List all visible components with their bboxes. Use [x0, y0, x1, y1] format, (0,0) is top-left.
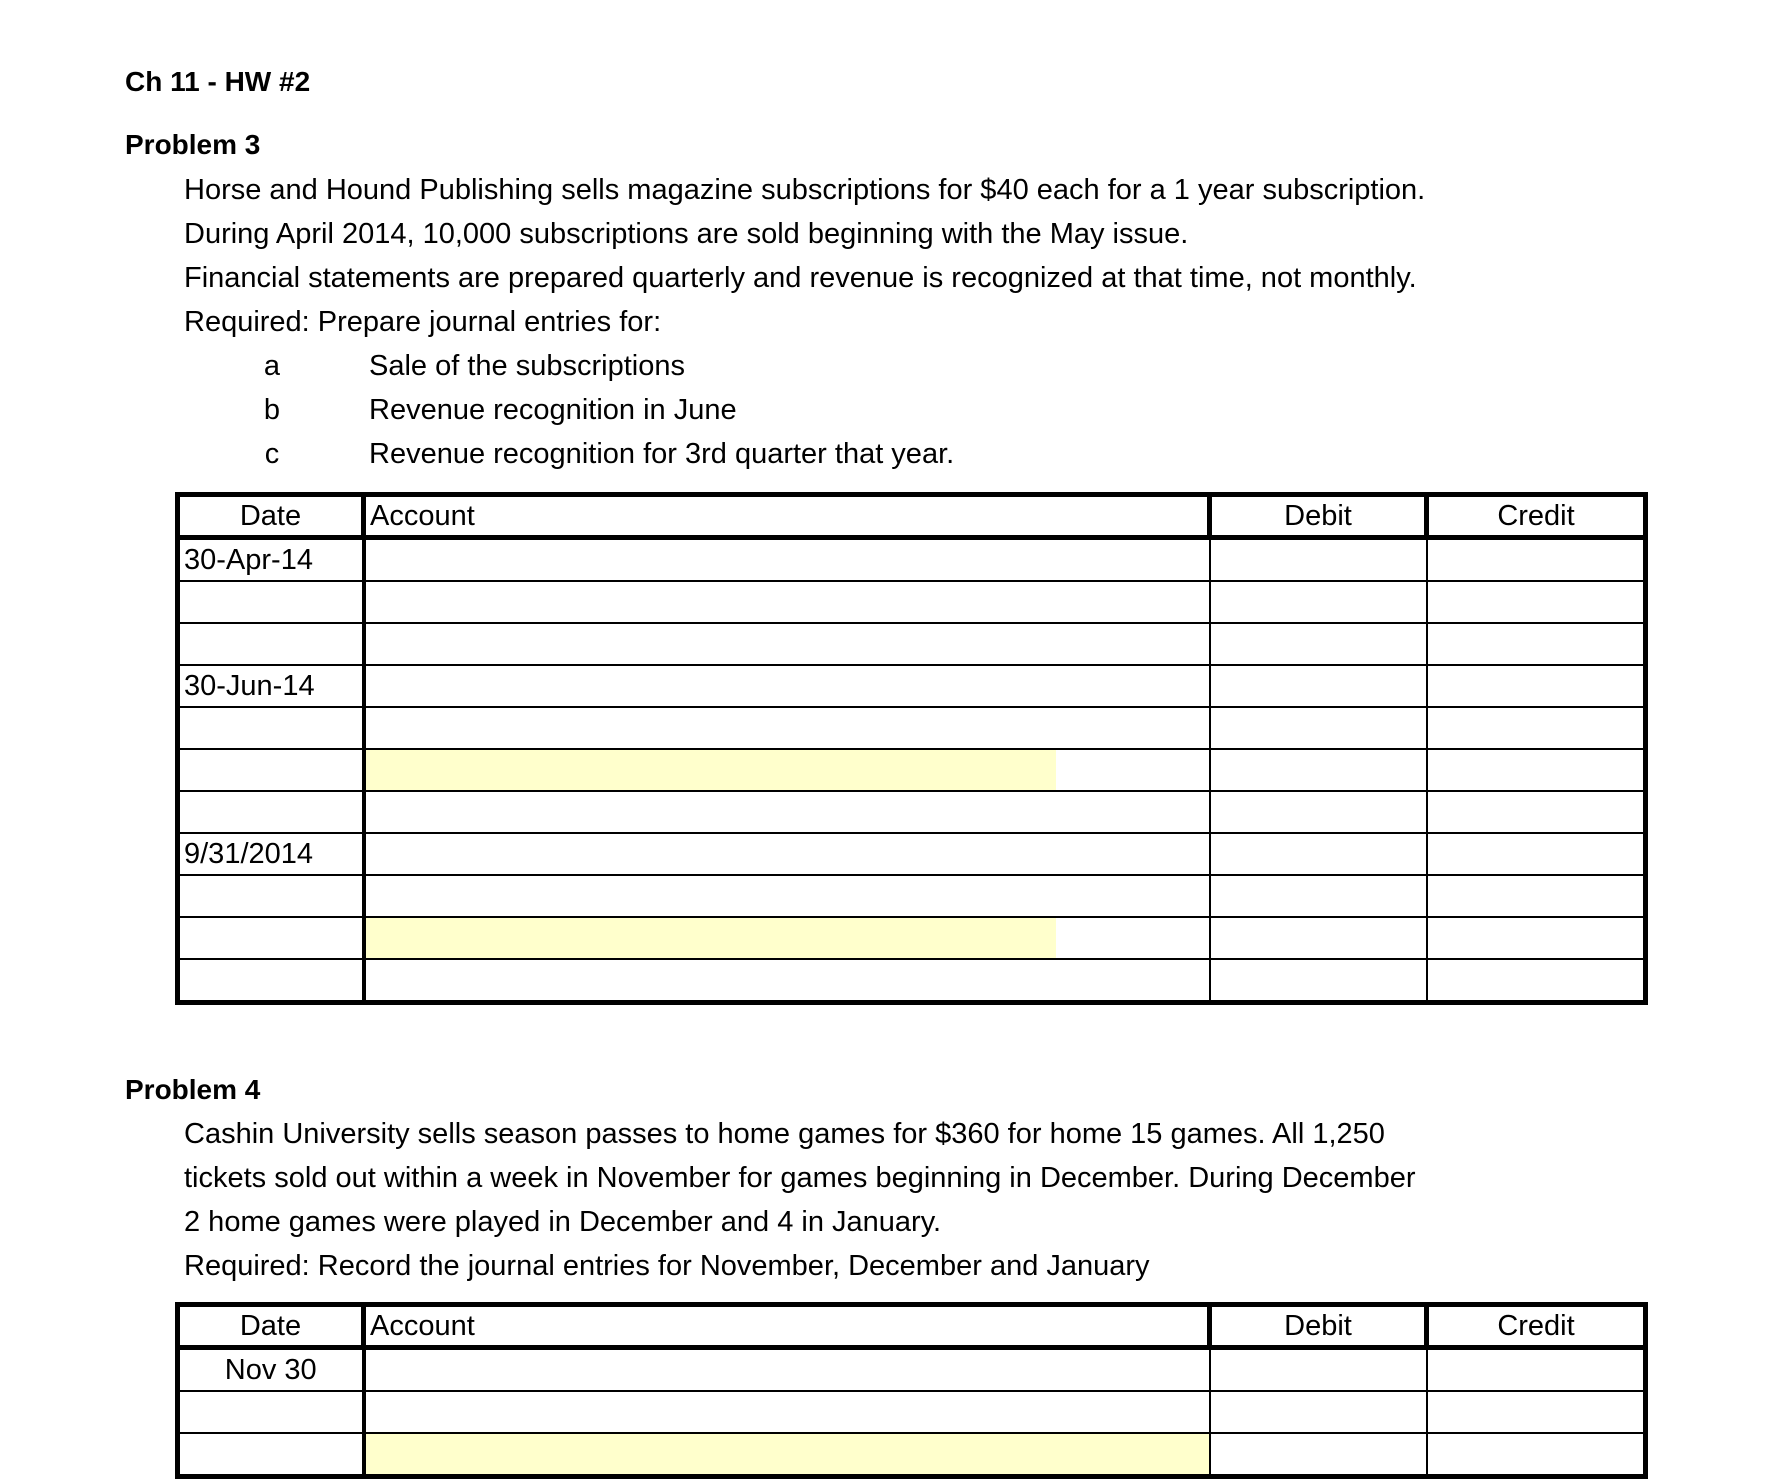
requirement-letter-b: b	[263, 394, 281, 426]
table-row	[178, 538, 1646, 582]
requirement-text-c: Revenue recognition for 3rd quarter that year.	[369, 438, 955, 470]
problem-4-line: Required: Record the journal entries for November, December and January	[184, 1250, 1150, 1282]
debit-cell[interactable]	[1210, 1433, 1427, 1477]
debit-cell[interactable]	[1210, 665, 1427, 707]
debit-column-header: Debit	[1210, 495, 1427, 538]
table-row	[178, 581, 1646, 623]
account-column-header: Account	[364, 1305, 1210, 1348]
credit-cell[interactable]	[1427, 917, 1646, 959]
problem-3-line: Financial statements are prepared quarterly and revenue is recognized at that time, not monthly.	[184, 262, 1417, 294]
account-cell-highlighted[interactable]	[364, 917, 1210, 959]
debit-cell[interactable]	[1210, 538, 1427, 582]
debit-cell[interactable]	[1210, 917, 1427, 959]
account-cell[interactable]	[364, 875, 1210, 917]
problem-3-heading: Problem 3	[125, 129, 261, 160]
debit-cell[interactable]	[1210, 581, 1427, 623]
date-cell[interactable]	[178, 1433, 364, 1477]
date-cell[interactable]: 30-Jun-14	[178, 665, 364, 707]
account-cell[interactable]	[364, 833, 1210, 875]
account-cell[interactable]	[364, 959, 1210, 1003]
date-cell[interactable]	[178, 1391, 364, 1433]
debit-cell[interactable]	[1210, 959, 1427, 1003]
problem-3-line: Horse and Hound Publishing sells magazine subscriptions for $40 each for a 1 year subscription.	[184, 174, 1426, 206]
problem-4-heading: Problem 4	[125, 1074, 261, 1105]
date-cell[interactable]: 30-Apr-14	[178, 538, 364, 582]
date-cell[interactable]	[178, 623, 364, 665]
table-row	[178, 791, 1646, 833]
account-cell-highlighted[interactable]	[364, 1433, 1210, 1477]
date-cell[interactable]	[178, 875, 364, 917]
table-row	[178, 833, 1646, 875]
credit-cell[interactable]	[1427, 707, 1646, 749]
debit-cell[interactable]	[1210, 749, 1427, 791]
debit-column-header: Debit	[1210, 1305, 1427, 1348]
debit-cell[interactable]	[1210, 1348, 1427, 1392]
date-column-header: Date	[178, 1305, 364, 1348]
date-cell[interactable]	[178, 581, 364, 623]
date-column-header: Date	[178, 495, 364, 538]
table-row	[178, 1433, 1646, 1477]
credit-cell[interactable]	[1427, 833, 1646, 875]
account-cell[interactable]	[364, 1348, 1210, 1392]
problem-4-description	[184, 1112, 1415, 1288]
table-row	[178, 1391, 1646, 1433]
credit-cell[interactable]	[1427, 581, 1646, 623]
credit-column-header: Credit	[1427, 1305, 1646, 1348]
account-cell[interactable]	[364, 1391, 1210, 1433]
requirement-letter-c: c	[264, 438, 280, 470]
credit-cell[interactable]	[1427, 665, 1646, 707]
debit-cell[interactable]	[1210, 791, 1427, 833]
table-row	[178, 623, 1646, 665]
table-row	[178, 875, 1646, 917]
problem-4-journal-table	[175, 1302, 1648, 1479]
requirement-text-a: Sale of the subscriptions	[369, 350, 685, 382]
date-cell[interactable]	[178, 959, 364, 1003]
problem-4-line: tickets sold out within a week in November for games beginning in December. During December	[184, 1162, 1416, 1194]
table-row	[178, 1348, 1646, 1392]
table-row	[178, 917, 1646, 959]
debit-cell[interactable]	[1210, 707, 1427, 749]
requirement-text-b: Revenue recognition in June	[369, 394, 737, 426]
account-cell[interactable]	[364, 665, 1210, 707]
account-cell[interactable]	[364, 538, 1210, 582]
credit-cell[interactable]	[1427, 623, 1646, 665]
account-column-header: Account	[364, 495, 1210, 538]
problem-3-description	[184, 168, 1425, 344]
account-cell[interactable]	[364, 581, 1210, 623]
account-cell-highlighted[interactable]	[364, 749, 1210, 791]
date-cell[interactable]	[178, 749, 364, 791]
credit-cell[interactable]	[1427, 875, 1646, 917]
problem-3-line: During April 2014, 10,000 subscriptions are sold beginning with the May issue.	[184, 218, 1189, 250]
table-row	[178, 959, 1646, 1003]
credit-cell[interactable]	[1427, 791, 1646, 833]
date-cell[interactable]	[178, 917, 364, 959]
table-row	[178, 707, 1646, 749]
debit-cell[interactable]	[1210, 623, 1427, 665]
account-cell[interactable]	[364, 623, 1210, 665]
credit-column-header: Credit	[1427, 495, 1646, 538]
credit-cell[interactable]	[1427, 1391, 1646, 1433]
problem-3-line: Required: Prepare journal entries for:	[184, 306, 662, 338]
credit-cell[interactable]	[1427, 959, 1646, 1003]
requirement-letter-a: a	[263, 350, 281, 382]
table-row	[178, 749, 1646, 791]
account-cell[interactable]	[364, 707, 1210, 749]
journal-header-row	[178, 495, 1646, 538]
debit-cell[interactable]	[1210, 1391, 1427, 1433]
date-cell[interactable]	[178, 707, 364, 749]
debit-cell[interactable]	[1210, 875, 1427, 917]
problem-4-line: 2 home games were played in December and 4 in January.	[184, 1206, 942, 1238]
credit-cell[interactable]	[1427, 749, 1646, 791]
date-cell[interactable]: Nov 30	[178, 1348, 364, 1392]
credit-cell[interactable]	[1427, 538, 1646, 582]
date-cell[interactable]: 9/31/2014	[178, 833, 364, 875]
page-title: Ch 11 - HW #2	[125, 66, 311, 97]
problem-3-journal-table	[175, 492, 1648, 1005]
account-cell[interactable]	[364, 791, 1210, 833]
credit-cell[interactable]	[1427, 1433, 1646, 1477]
table-row	[178, 665, 1646, 707]
debit-cell[interactable]	[1210, 833, 1427, 875]
problem-4-line: Cashin University sells season passes to home games for $360 for home 15 games. All 1,250	[184, 1118, 1385, 1150]
date-cell[interactable]	[178, 791, 364, 833]
credit-cell[interactable]	[1427, 1348, 1646, 1392]
journal-header-row	[178, 1305, 1646, 1348]
